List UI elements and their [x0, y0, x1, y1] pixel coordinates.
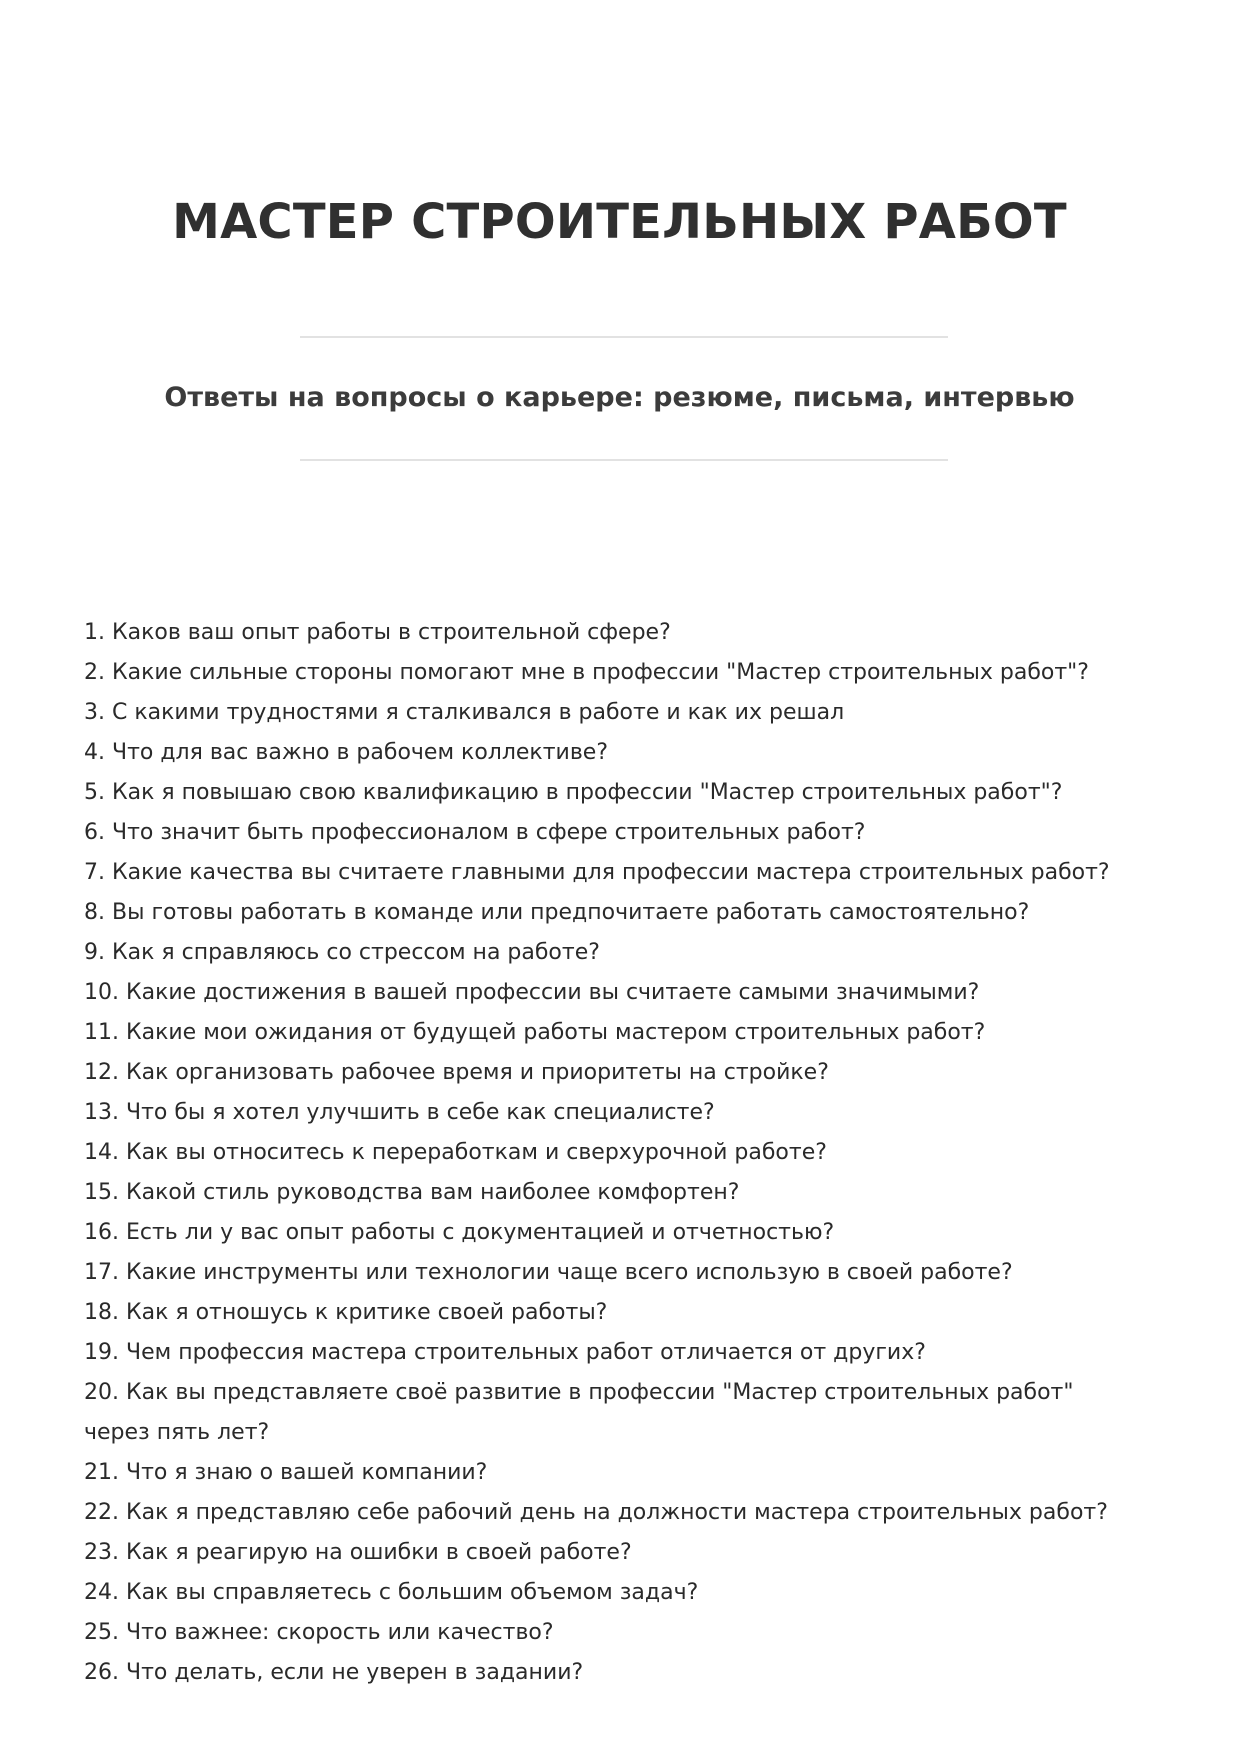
question-item: 8. Вы готовы работать в команде или предпочитаете работать самостоятельно? — [84, 900, 1030, 925]
question-item: 1. Каков ваш опыт работы в строительной сфере? — [84, 620, 671, 645]
question-item: 19. Чем профессия мастера строительных работ отличается от других? — [84, 1340, 926, 1365]
question-item: 20. Как вы представляете своё развитие в профессии "Мастер строительных работ" через пять лет? — [84, 1380, 1074, 1445]
question-item: 7. Какие качества вы считаете главными для профессии мастера строительных работ? — [84, 860, 1110, 885]
page-title: МАСТЕР СТРОИТЕЛЬНЫХ РАБОТ — [172, 194, 1067, 250]
question-item: 12. Как организовать рабочее время и приоритеты на стройке? — [84, 1060, 829, 1085]
question-item: 4. Что для вас важно в рабочем коллективе? — [84, 740, 609, 765]
question-item: 14. Как вы относитесь к переработкам и сверхурочной работе? — [84, 1140, 827, 1165]
divider-top — [300, 336, 948, 338]
question-item: 23. Как я реагирую на ошибки в своей работе? — [84, 1540, 632, 1565]
divider-bottom — [300, 459, 948, 461]
question-item: 24. Как вы справляетесь с большим объемом задач? — [84, 1580, 699, 1605]
question-item: 2. Какие сильные стороны помогают мне в профессии "Мастер строительных работ"? — [84, 660, 1089, 685]
question-item: 26. Что делать, если не уверен в задании? — [84, 1660, 584, 1685]
question-item: 18. Как я отношусь к критике своей работы? — [84, 1300, 608, 1325]
page-subtitle: Ответы на вопросы о карьере: резюме, письма, интервью — [164, 382, 1075, 413]
question-item: 11. Какие мои ожидания от будущей работы мастером строительных работ? — [84, 1020, 986, 1045]
question-item: 21. Что я знаю о вашей компании? — [84, 1460, 488, 1485]
question-item: 25. Что важнее: скорость или качество? — [84, 1620, 554, 1645]
question-item: 17. Какие инструменты или технологии чаще всего использую в своей работе? — [84, 1260, 1013, 1285]
question-item: 22. Как я представляю себе рабочий день на должности мастера строительных работ? — [84, 1500, 1108, 1525]
question-item: 5. Как я повышаю свою квалификацию в профессии "Мастер строительных работ"? — [84, 780, 1063, 805]
question-item: 15. Какой стиль руководства вам наиболее комфортен? — [84, 1180, 740, 1205]
question-item: 16. Есть ли у вас опыт работы с документацией и отчетностью? — [84, 1220, 835, 1245]
question-item: 10. Какие достижения в вашей профессии вы считаете самыми значимыми? — [84, 980, 980, 1005]
question-item: 9. Как я справляюсь со стрессом на работе? — [84, 940, 600, 965]
question-list — [84, 613, 1144, 1693]
question-item: 3. С какими трудностями я сталкивался в работе и как их решал — [84, 700, 845, 725]
question-item: 13. Что бы я хотел улучшить в себе как специалисте? — [84, 1100, 715, 1125]
question-item: 6. Что значит быть профессионалом в сфере строительных работ? — [84, 820, 866, 845]
